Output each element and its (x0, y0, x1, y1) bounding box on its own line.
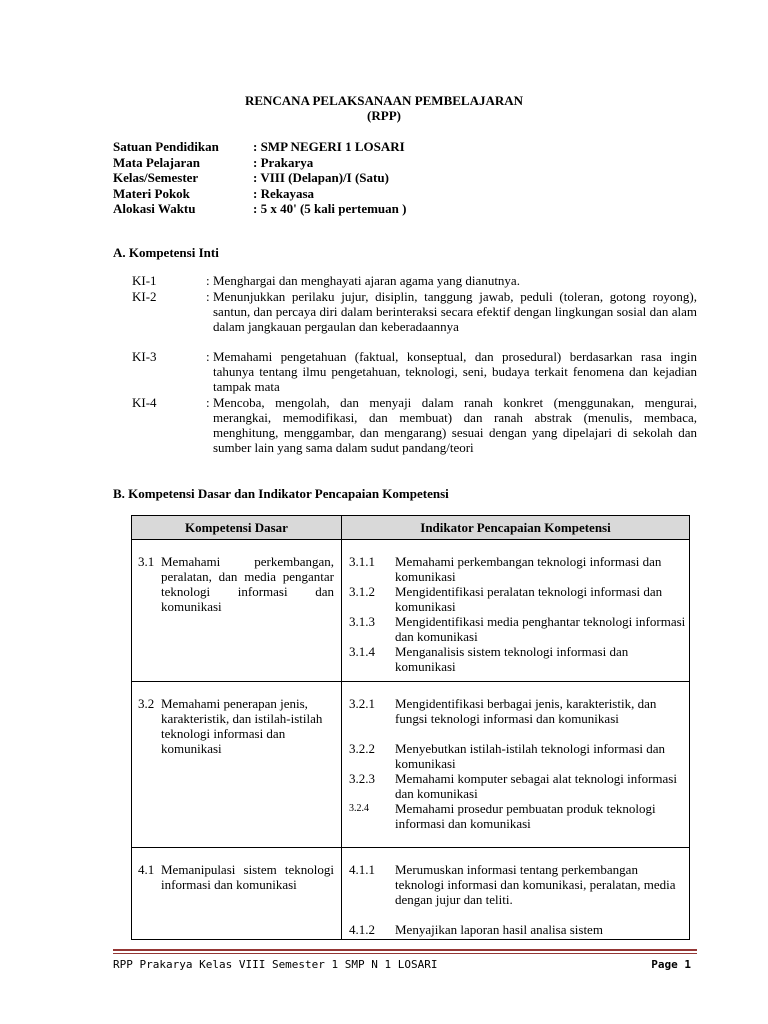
identity-row (113, 155, 406, 171)
indicator-number: 3.1.4 (349, 644, 375, 659)
identity-value: : Rekayasa (253, 185, 315, 201)
indicator-number: 3.2.4 (349, 803, 369, 814)
indicator-number: 3.1.2 (349, 584, 375, 599)
kd-text: Memahami perkembangan, peralatan, dan media pengantar teknologi informasi dan komunikasi (161, 554, 334, 614)
indicator-text: Memahami komputer sebagai alat teknologi informasi dan komunikasi (395, 771, 677, 801)
ki-text: Menunjukkan perilaku jujur, disiplin, tanggung jawab, peduli (toleran, gotong royong), santun, dan percaya diri dalam berinteraksi secara efektif dengan lingkungan sosial dan alam dalam jangkauan pergaulan dan keberadaannya (213, 289, 697, 334)
identity-row (113, 170, 406, 186)
footer-rule-thin (113, 953, 697, 954)
indicator-number: 3.1.3 (349, 614, 375, 629)
identity-label: Alokasi Waktu (113, 201, 196, 216)
identity-label: Satuan Pendidikan (113, 139, 219, 154)
identity-label: Mata Pelajaran (113, 154, 201, 170)
ki-code: KI-4 (132, 395, 157, 410)
indicator-text: Memahami prosedur pembuatan produk teknologi informasi dan komunikasi (395, 801, 656, 831)
ki-text: Memahami pengetahuan (faktual, konseptual, dan prosedural) berdasarkan rasa ingin tahunya tentang ilmu pengetahuan, teknologi, seni, budaya terkait fenomena dan kejadian tampak mata (213, 349, 697, 394)
kd-text: Memanipulasi sistem teknologi informasi dan komunikasi (161, 862, 334, 892)
kd-number: 3.1 (138, 554, 155, 569)
indicator-text: Mengidentifikasi peralatan teknologi informasi dan komunikasi (395, 584, 663, 614)
table-row (132, 682, 690, 848)
ki-text: Mencoba, mengolah, dan menyaji dalam ranah konkret (menggunakan, mengurai, merangkai, memodifikasi, dan membuat) dan ranah abstrak (menulis, membaca, menghitung, menggambar, dan mengarang) sesuai dengan yang dipelajari di sekolah dan sumber lain yang sama dalam sudut pandang/teori (213, 395, 697, 455)
ki-colon: : (206, 289, 210, 304)
indicator-text: Mengidentifikasi berbagai jenis, karakteristik, dan fungsi teknologi informasi dan komunikasi (395, 696, 657, 726)
identity-row (113, 201, 406, 217)
identity-row (113, 186, 406, 202)
indicator-cell (342, 540, 690, 682)
ki-text: Menghargai dan menghayati ajaran agama yang dianutnya. (213, 273, 520, 288)
identity-label: Kelas/Semester (113, 170, 199, 185)
kd-cell (132, 848, 342, 940)
identity-label: Materi Pokok (113, 185, 190, 201)
indicator-number: 3.2.3 (349, 771, 375, 786)
identity-row (113, 139, 406, 155)
document-title: RENCANA PELAKSANAAN PEMBELAJARAN (244, 93, 524, 108)
table-header-row (132, 516, 690, 540)
ki-colon: : (206, 395, 210, 410)
ki-colon: : (206, 273, 210, 288)
kd-cell (132, 540, 342, 682)
kd-number: 3.2 (138, 696, 155, 711)
indicator-number: 3.2.1 (349, 696, 375, 711)
indicator-number: 4.1.2 (349, 922, 375, 937)
indicator-text: Memahami perkembangan teknologi informasi dan komunikasi (395, 554, 662, 584)
table-row (132, 540, 690, 682)
indicator-text: Merumuskan informasi tentang perkembangan teknologi informasi dan komunikasi, peralatan, media dengan jujur dan teliti. (395, 862, 676, 907)
identity-value: : Prakarya (253, 154, 314, 170)
ki-code: KI-1 (132, 273, 157, 288)
indicator-text: Menganalisis sistem teknologi informasi dan komunikasi (395, 644, 629, 674)
section-a-heading: A. Kompetensi Inti (113, 245, 219, 260)
identity-value: : VIII (Delapan)/I (Satu) (253, 170, 389, 185)
column-header-indicator: Indikator Pencapaian Kompetensi (342, 516, 690, 540)
identity-value: : 5 x 40' (5 kali pertemuan ) (253, 201, 407, 216)
table-row (132, 848, 690, 940)
kd-cell (132, 682, 342, 848)
footer-doc-label: RPP Prakarya Kelas VIII Semester 1 SMP N 1 LOSARI (113, 958, 438, 971)
section-b-heading: B. Kompetensi Dasar dan Indikator Pencapaian Kompetensi (113, 486, 449, 501)
ki-colon: : (206, 349, 210, 364)
indicator-text: Menyebutkan istilah-istilah teknologi informasi dan komunikasi (395, 741, 666, 771)
page-number: Page 1 (651, 958, 691, 971)
indicator-cell (342, 682, 690, 848)
kd-number: 4.1 (138, 862, 155, 877)
kd-text: Memahami penerapan jenis, karakteristik, dan istilah-istilah teknologi informasi dan komunikasi (161, 696, 323, 756)
indicator-cell (342, 848, 690, 940)
ki-code: KI-2 (132, 289, 157, 304)
indicator-text: Mengidentifikasi media penghantar teknologi informasi dan komunikasi (395, 614, 686, 644)
column-header-kd: Kompetensi Dasar (132, 516, 342, 540)
footer-rule (113, 949, 697, 951)
indicator-number: 3.1.1 (349, 554, 375, 569)
identity-block (113, 139, 406, 217)
identity-value: : SMP NEGERI 1 LOSARI (253, 139, 405, 154)
competency-table (131, 515, 690, 940)
indicator-number: 4.1.1 (349, 862, 375, 877)
document-subtitle: (RPP) (367, 108, 401, 123)
indicator-number: 3.2.2 (349, 741, 375, 756)
ki-code: KI-3 (132, 349, 157, 364)
indicator-text: Menyajikan laporan hasil analisa sistem (395, 922, 603, 937)
